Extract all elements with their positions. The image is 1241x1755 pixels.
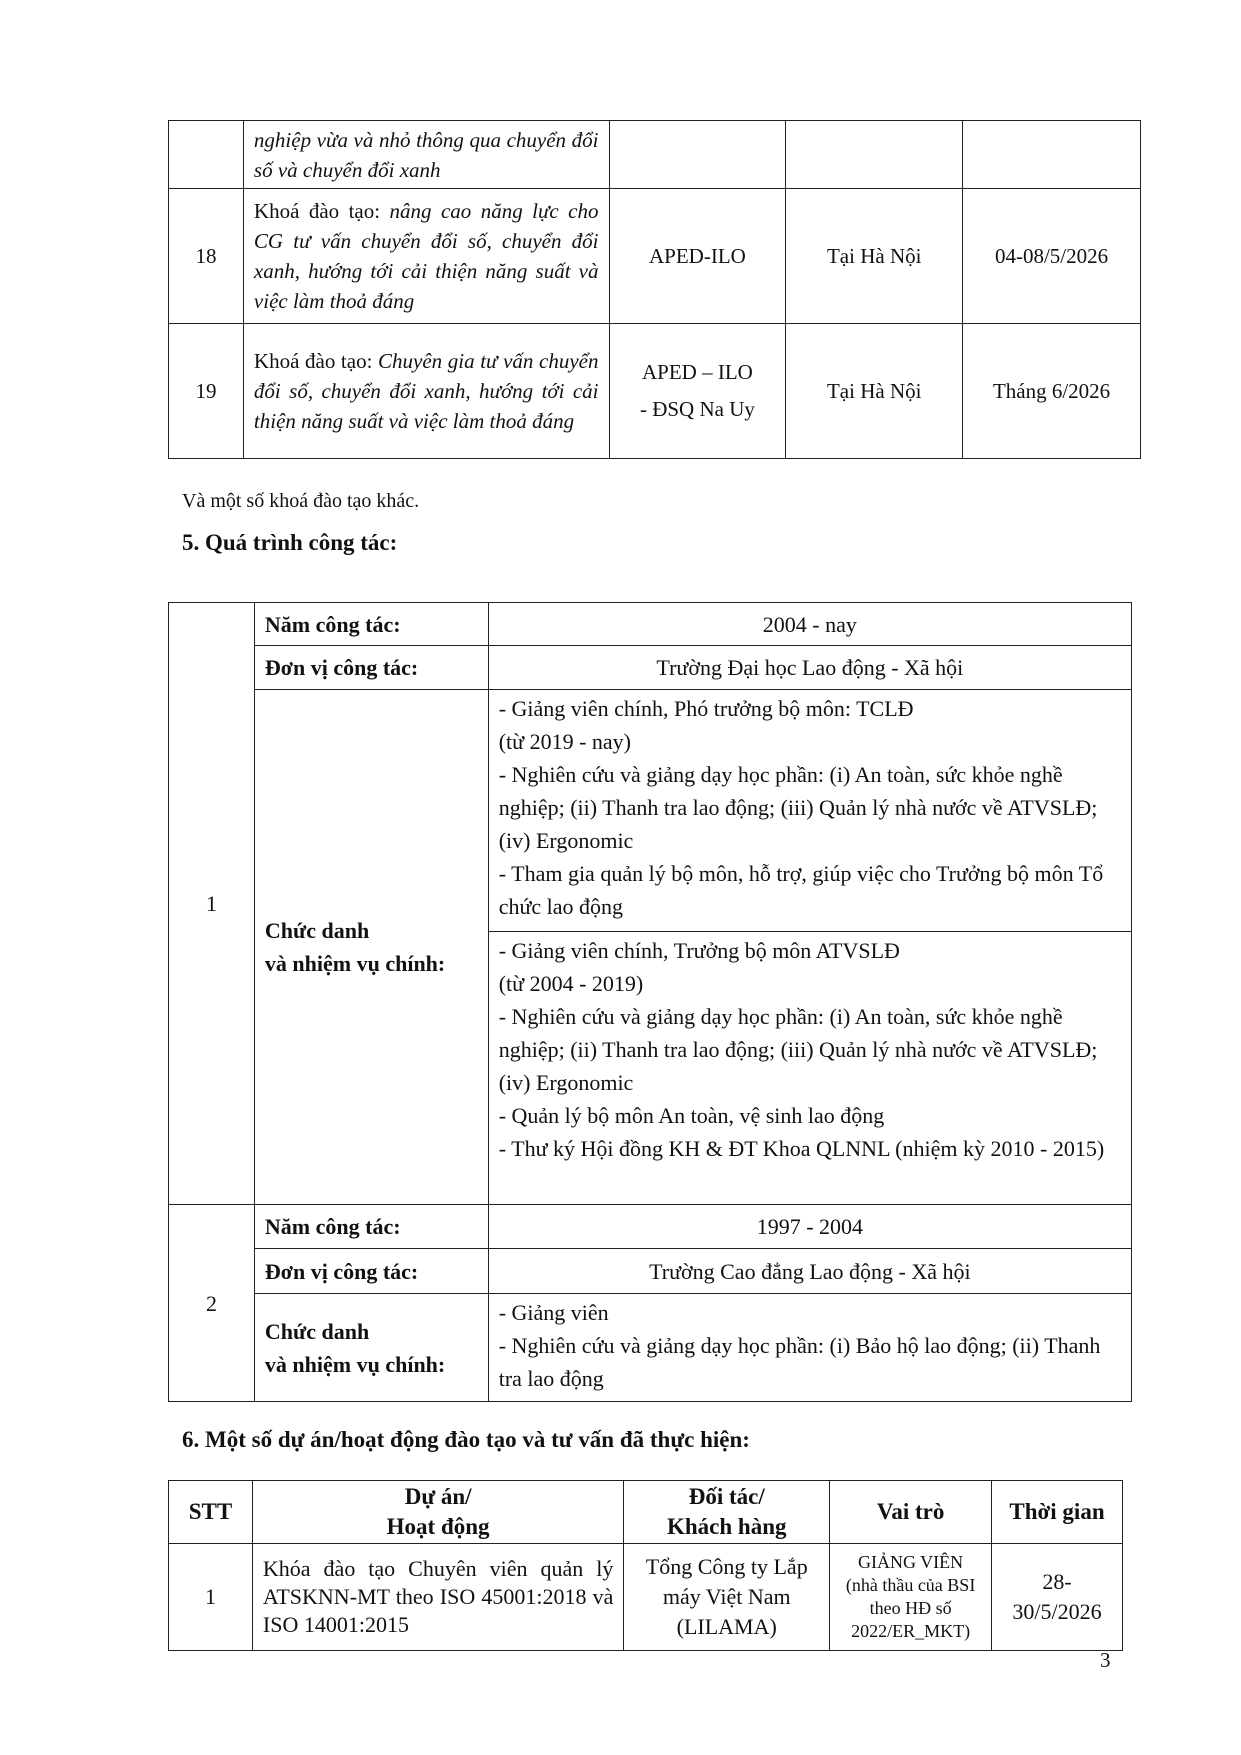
header-partner: Đối tác/ Khách hàng [624, 1481, 830, 1544]
other-courses-note: Và một số khoá đào tạo khác. [182, 490, 420, 512]
table-row [169, 324, 1141, 459]
training-courses-table [168, 120, 1141, 459]
course-time: 04-08/5/2026 [963, 189, 1141, 324]
table-row [169, 189, 1141, 324]
duties-list [488, 690, 1131, 932]
header-project: Dự án/ Hoạt động [252, 1481, 623, 1544]
duty-item: - Thư ký Hội đồng KH & ĐT Khoa QLNNL (nhiệm kỳ 2010 - 2015) [498, 1136, 1105, 1161]
header-role: Vai trò [830, 1481, 992, 1544]
course-title: Khoá đào tạo: Chuyên gia tư vấn chuyển đổi số, chuyển đổi xanh, hướng tới cải thiện năng suất và việc làm thoả đáng [243, 324, 609, 459]
entry-number: 2 [169, 1205, 255, 1402]
project-number: 1 [169, 1544, 253, 1651]
course-place: Tại Hà Nội [786, 189, 963, 324]
section-6-heading: 6. Một số dự án/hoạt động đào tạo và tư vấn đã thực hiện: [182, 1427, 750, 1452]
projects-table [168, 1480, 1123, 1651]
table-header-row [169, 1481, 1123, 1544]
project-time: 28- 30/5/2026 [992, 1544, 1123, 1651]
table-row [169, 121, 1141, 189]
role-label: Chức danh và nhiệm vụ chính: [254, 1294, 488, 1402]
project-role: GIẢNG VIÊN (nhà thầu của BSI theo HĐ số 2022/ER_MKT) [830, 1544, 992, 1651]
row-number [169, 121, 244, 189]
duty-item: - Quản lý bộ môn An toàn, vệ sinh lao động [498, 1103, 885, 1128]
years-value: 2004 - nay [488, 603, 1131, 646]
course-time: Tháng 6/2026 [963, 324, 1141, 459]
course-organizer [609, 121, 786, 189]
duties-list [488, 932, 1131, 1205]
unit-label: Đơn vị công tác: [254, 646, 488, 690]
duty-item: - Giảng viên chính, Trưởng bộ môn ATVSLĐ [498, 938, 900, 963]
course-place [786, 121, 963, 189]
table-row [169, 603, 1132, 646]
table-row [169, 1294, 1132, 1402]
row-number: 19 [169, 324, 244, 459]
project-name: Khóa đào tạo Chuyên viên quản lý ATSKNN-MT theo ISO 45001:2018 và ISO 14001:2015 [252, 1544, 623, 1651]
duty-item: - Nghiên cứu và giảng dạy học phần: (i) An toàn, sức khỏe nghề nghiệp; (ii) Thanh tra lao động; (iii) Quản lý nhà nước về ATVSLĐ; (iv) Ergonomic [498, 762, 1098, 853]
duties-list [488, 1294, 1131, 1402]
table-row [169, 1249, 1132, 1294]
years-label: Năm công tác: [254, 1205, 488, 1249]
unit-label: Đơn vị công tác: [254, 1249, 488, 1294]
duty-item: (từ 2004 - 2019) [498, 971, 644, 996]
entry-number: 1 [169, 603, 255, 1205]
project-partner: Tổng Công ty Lắp máy Việt Nam (LILAMA) [624, 1544, 830, 1651]
role-label: Chức danh và nhiệm vụ chính: [254, 690, 488, 1205]
header-no: STT [169, 1481, 253, 1544]
duty-item: - Giảng viên chính, Phó trưởng bộ môn: TCLĐ [498, 696, 914, 721]
years-label: Năm công tác: [254, 603, 488, 646]
page-number: 3 [1100, 1648, 1111, 1672]
course-time [963, 121, 1141, 189]
duty-item: - Nghiên cứu và giảng dạy học phần: (i) Bảo hộ lao động; (ii) Thanh tra lao động [498, 1333, 1101, 1391]
course-organizer: APED-ILO [609, 189, 786, 324]
unit-value: Trường Cao đẳng Lao động - Xã hội [488, 1249, 1131, 1294]
table-row [169, 1205, 1132, 1249]
course-title: nghiệp vừa và nhỏ thông qua chuyển đổi số và chuyển đổi xanh [243, 121, 609, 189]
unit-value: Trường Đại học Lao động - Xã hội [488, 646, 1131, 690]
duty-item: - Tham gia quản lý bộ môn, hỗ trợ, giúp việc cho Trưởng bộ môn Tổ chức lao động [498, 861, 1104, 919]
years-value: 1997 - 2004 [488, 1205, 1131, 1249]
table-row [169, 690, 1132, 932]
duty-item: - Nghiên cứu và giảng dạy học phần: (i) An toàn, sức khỏe nghề nghiệp; (ii) Thanh tra lao động; (iii) Quản lý nhà nước về ATVSLĐ; (iv) Ergonomic [498, 1004, 1098, 1095]
course-place: Tại Hà Nội [786, 324, 963, 459]
course-organizer: APED – ILO - ĐSQ Na Uy [609, 324, 786, 459]
work-history-table [168, 602, 1132, 1402]
row-number: 18 [169, 189, 244, 324]
table-row [169, 1544, 1123, 1651]
course-title: Khoá đào tạo: nâng cao năng lực cho CG tư vấn chuyển đổi số, chuyển đổi xanh, hướng tới cải thiện năng suất và việc làm thoả đáng [243, 189, 609, 324]
table-row [169, 646, 1132, 690]
header-time: Thời gian [992, 1481, 1123, 1544]
section-5-heading: 5. Quá trình công tác: [182, 530, 398, 555]
duty-item: - Giảng viên [498, 1300, 609, 1325]
duty-item: (từ 2019 - nay) [498, 729, 631, 754]
